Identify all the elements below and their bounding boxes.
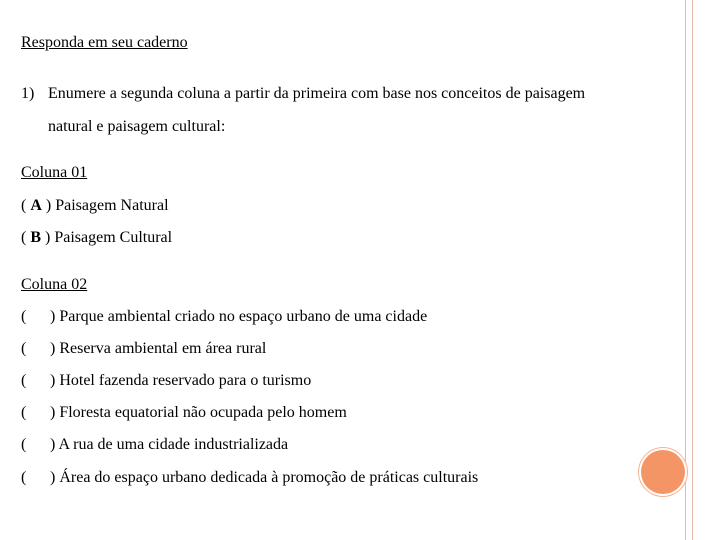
item-paren: ( [21,404,27,421]
item-paren: ( [21,436,27,453]
question-line-2: natural e paisagem cultural: [48,118,226,135]
list-item [21,371,661,391]
item-text: ) Floresta equatorial não ocupada pelo homem [50,404,347,421]
item-label: ) Paisagem Cultural [41,229,173,246]
item-label: ) Paisagem Natural [41,197,169,214]
item-text: ) Área do espaço urbano dedicada à promoção de práticas culturais [50,469,479,486]
rail-line-right [692,0,693,540]
question-line-1: Enumere a segunda coluna a partir da primeira com base nos conceitos de paisagem [48,85,586,102]
item-text: ) Reserva ambiental em área rural [50,340,267,357]
list-item [21,339,661,359]
list-item [21,307,661,327]
rail-line-left [685,0,686,540]
column1-title: Coluna 01 [21,164,88,181]
item-paren: ( [21,308,27,325]
item-letter: B [30,229,41,246]
item-open: ( [21,229,31,246]
question-number: 1) [21,85,35,102]
list-item [21,468,661,488]
item-paren: ( [21,469,27,486]
item-text: ) Hotel fazenda reservado para o turismo [50,372,312,389]
column1-item-b [21,228,172,248]
column1-item-a [21,196,169,216]
item-open: ( [21,197,31,214]
heading: Responda em seu caderno [21,34,188,51]
list-item [21,403,661,423]
list-item [21,435,661,455]
item-text: ) A rua de uma cidade industrializada [50,436,289,453]
item-paren: ( [21,340,27,357]
item-paren: ( [21,372,27,389]
item-text: ) Parque ambiental criado no espaço urbano de uma cidade [50,308,428,325]
column2-title: Coluna 02 [21,276,88,293]
item-letter: A [30,197,42,214]
